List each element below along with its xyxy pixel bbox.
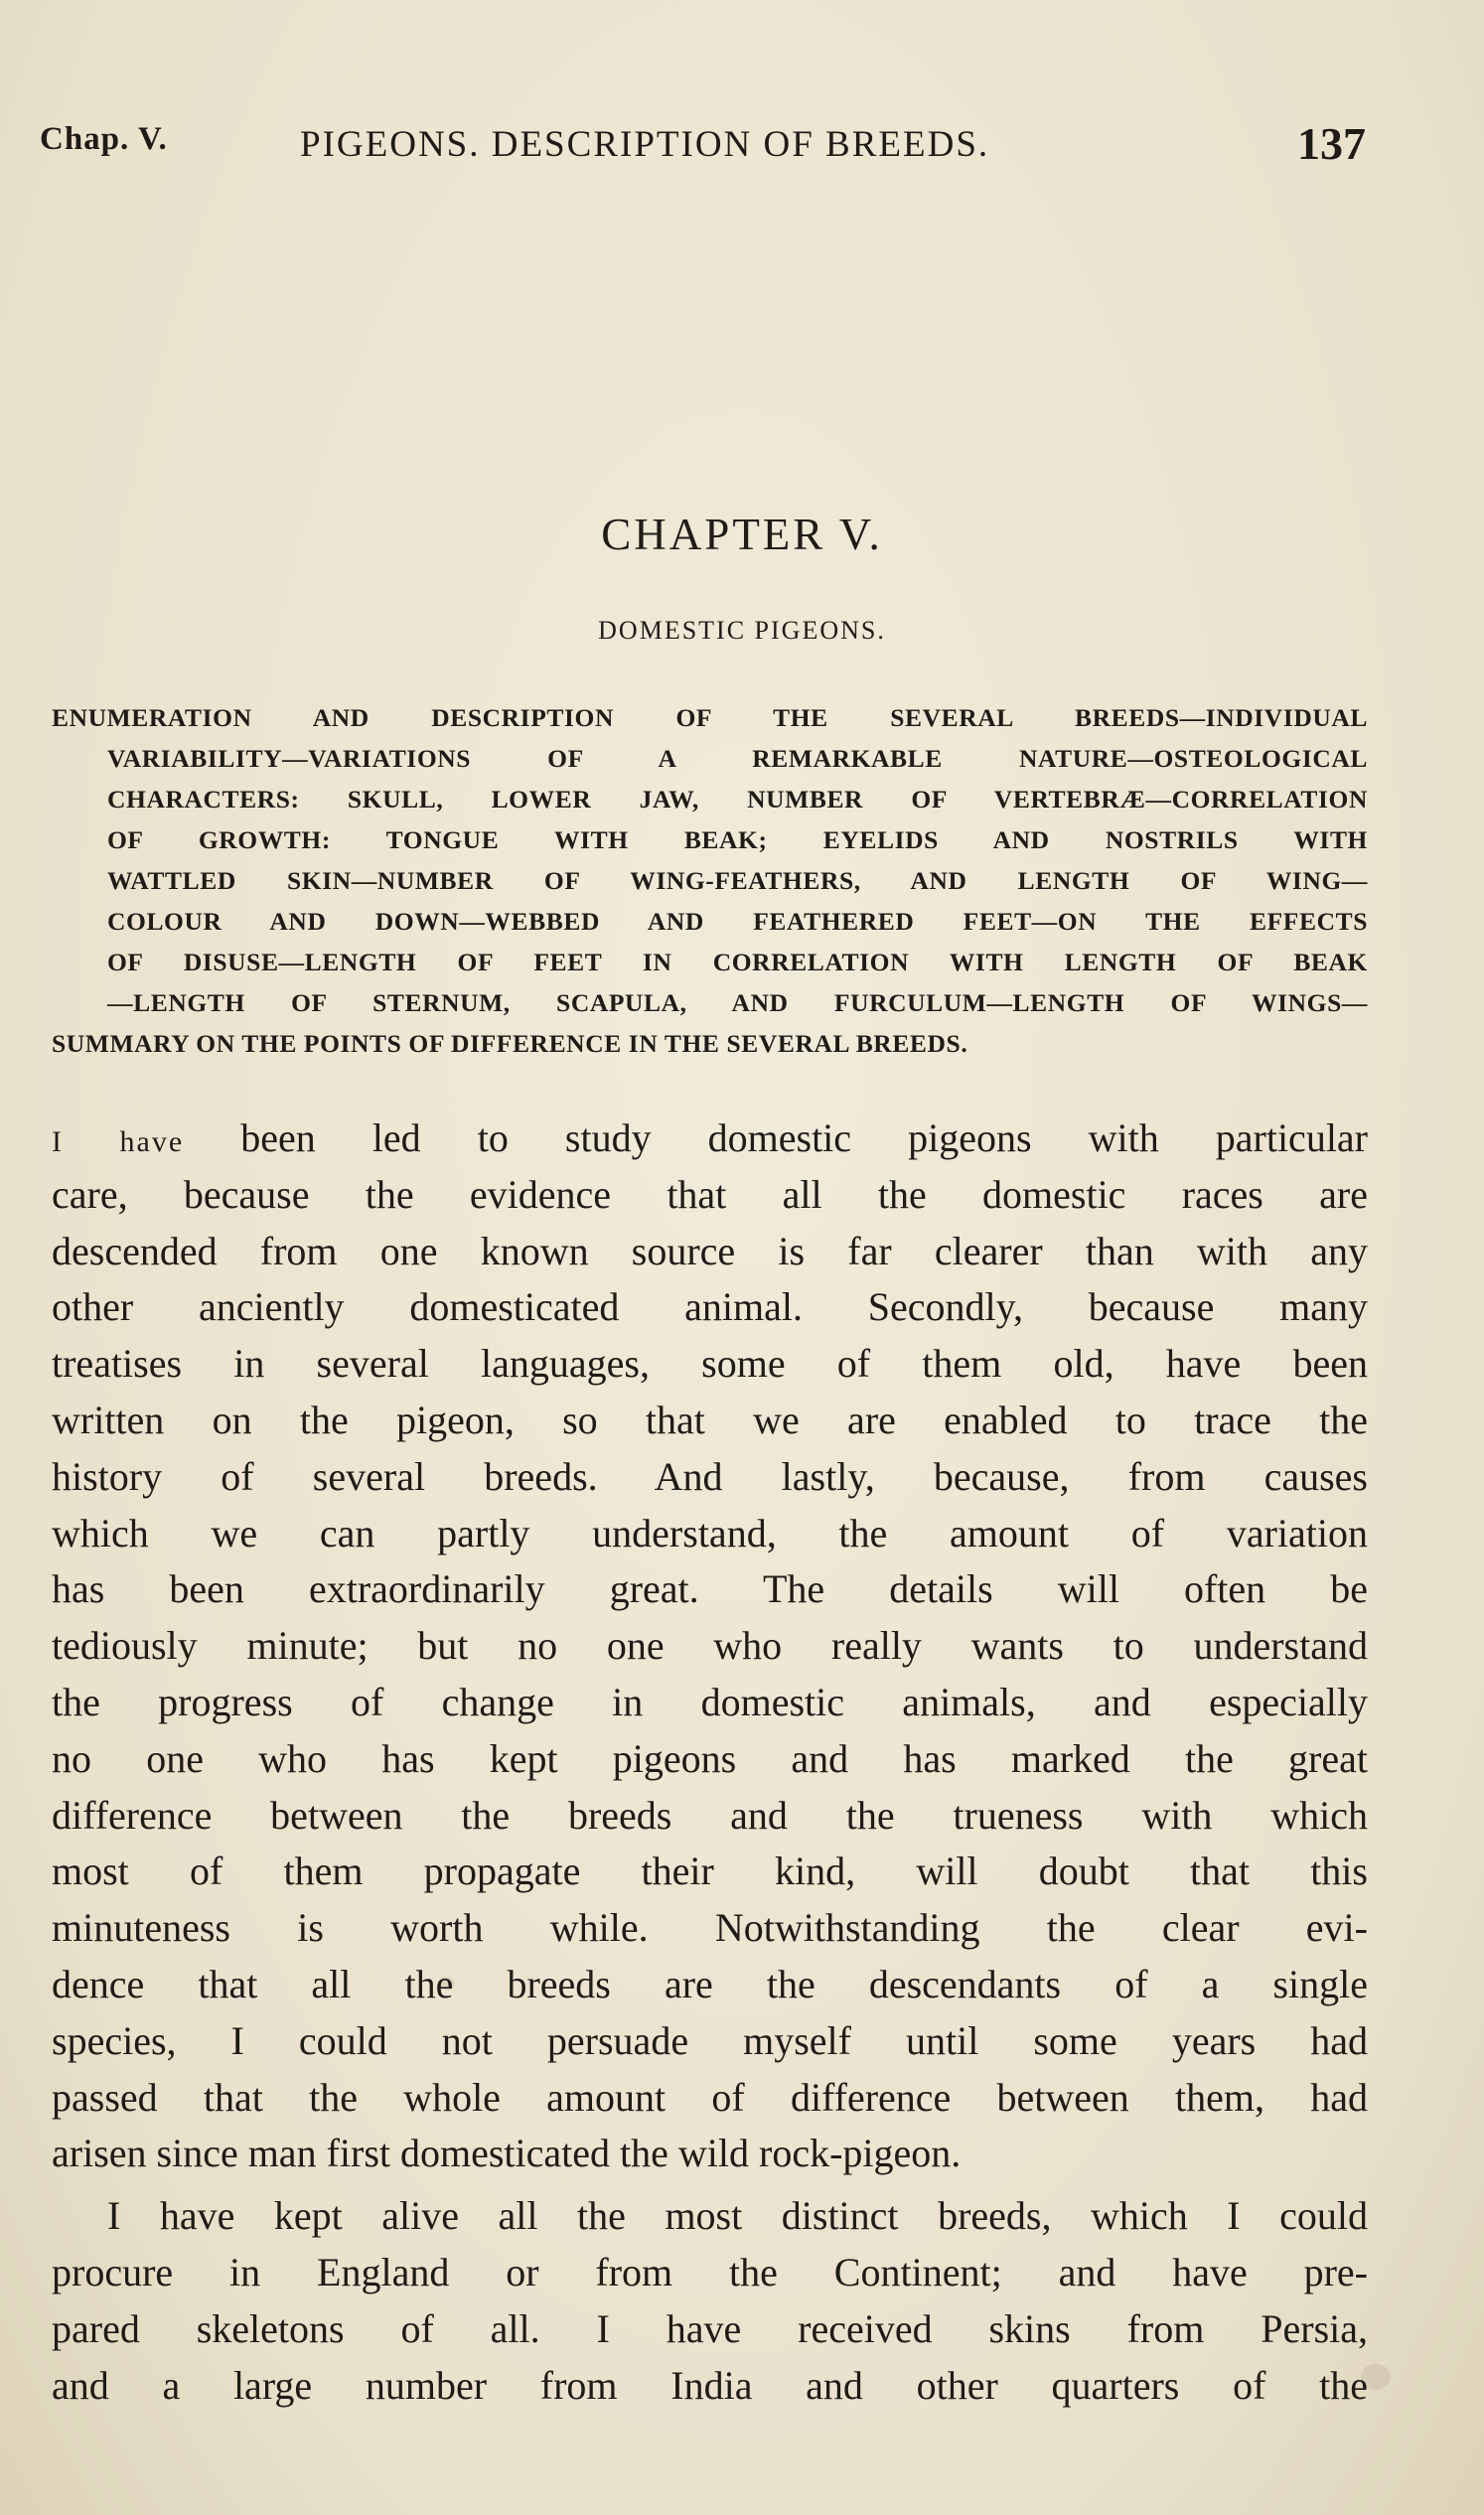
text-line: care, because the evidence that all the domestic races are: [52, 1171, 1368, 1217]
summary-line: SUMMARY ON THE POINTS OF DIFFERENCE IN THE SEVERAL BREEDS.: [52, 1029, 968, 1058]
text-line: written on the pigeon, so that we are enabled to trace the: [52, 1397, 1368, 1442]
text-line: [52, 1110, 1368, 1167]
text-line: and a large number from India and other quarters of the: [52, 2362, 1368, 2408]
paragraph: [52, 2188, 1368, 2414]
chapter-subtitle: DOMESTIC PIGEONS.: [598, 616, 886, 645]
running-head-chapter: Chap. V.: [40, 121, 168, 157]
running-head: [40, 117, 1366, 177]
text-line: passed that the whole amount of difference between them, had: [52, 2074, 1368, 2120]
paragraph: [52, 1110, 1368, 2182]
text-line: descended from one known source is far clearer than with any: [52, 1228, 1368, 1273]
text-line: I have kept alive all the most distinct breeds, which I could: [107, 2193, 1368, 2239]
text-line: which we can partly understand, the amount of variation: [52, 1510, 1368, 1555]
text-line: difference between the breeds and the trueness with which: [52, 1792, 1368, 1838]
summary-line: ENUMERATION AND DESCRIPTION OF THE SEVERAL BREEDS—INDIVIDUAL: [52, 703, 1368, 732]
line-text: been led to study domestic pigeons with particular: [184, 1115, 1369, 1160]
lead-word: I have: [52, 1125, 185, 1158]
chapter-summary: [52, 697, 1368, 1064]
summary-line: COLOUR AND DOWN—WEBBED AND FEATHERED FEET—ON THE EFFECTS: [107, 907, 1368, 936]
text-line: tediously minute; but no one who really wants to understand: [52, 1623, 1368, 1669]
chapter-title: CHAPTER V.: [601, 510, 883, 559]
page-number: 137: [1297, 118, 1366, 169]
text-line: no one who has kept pigeons and has marked the great: [52, 1735, 1368, 1781]
text-line: most of them propagate their kind, will doubt that this: [52, 1849, 1368, 1894]
summary-line: CHARACTERS: SKULL, LOWER JAW, NUMBER OF VERTEBRÆ—CORRELATION: [107, 785, 1368, 814]
text-line: species, I could not persuade myself until some years had: [52, 2017, 1368, 2063]
summary-line: WATTLED SKIN—NUMBER OF WING-FEATHERS, AND LENGTH OF WING—: [107, 866, 1368, 895]
text-line: has been extraordinarily great. The details will often be: [52, 1566, 1368, 1612]
text-line: treatises in several languages, some of them old, have been: [52, 1341, 1368, 1387]
text-line: pared skeletons of all. I have received skins from Persia,: [52, 2305, 1368, 2351]
body-text: [52, 1110, 1368, 2414]
text-line: arisen since man first domesticated the wild rock-pigeon.: [52, 2131, 962, 2176]
text-line: the progress of change in domestic animals, and especially: [52, 1679, 1368, 1724]
text-line: other anciently domesticated animal. Secondly, because many: [52, 1284, 1368, 1330]
text-line: dence that all the breeds are the descendants of a single: [52, 1961, 1368, 2006]
summary-line: OF GROWTH: TONGUE WITH BEAK; EYELIDS AND NOSTRILS WITH: [107, 825, 1368, 854]
summary-line: —LENGTH OF STERNUM, SCAPULA, AND FURCULUM—LENGTH OF WINGS—: [107, 988, 1368, 1017]
text-line: history of several breeds. And lastly, because, from causes: [52, 1453, 1368, 1499]
summary-line: VARIABILITY—VARIATIONS OF A REMARKABLE NATURE—OSTEOLOGICAL: [107, 744, 1368, 773]
text-line: procure in England or from the Continent; and have pre-: [52, 2249, 1368, 2294]
text-line: minuteness is worth while. Notwithstanding the clear evi-: [52, 1905, 1368, 1951]
summary-line: OF DISUSE—LENGTH OF FEET IN CORRELATION WITH LENGTH OF BEAK: [107, 948, 1368, 976]
running-head-title: PIGEONS. DESCRIPTION OF BREEDS.: [300, 124, 990, 165]
